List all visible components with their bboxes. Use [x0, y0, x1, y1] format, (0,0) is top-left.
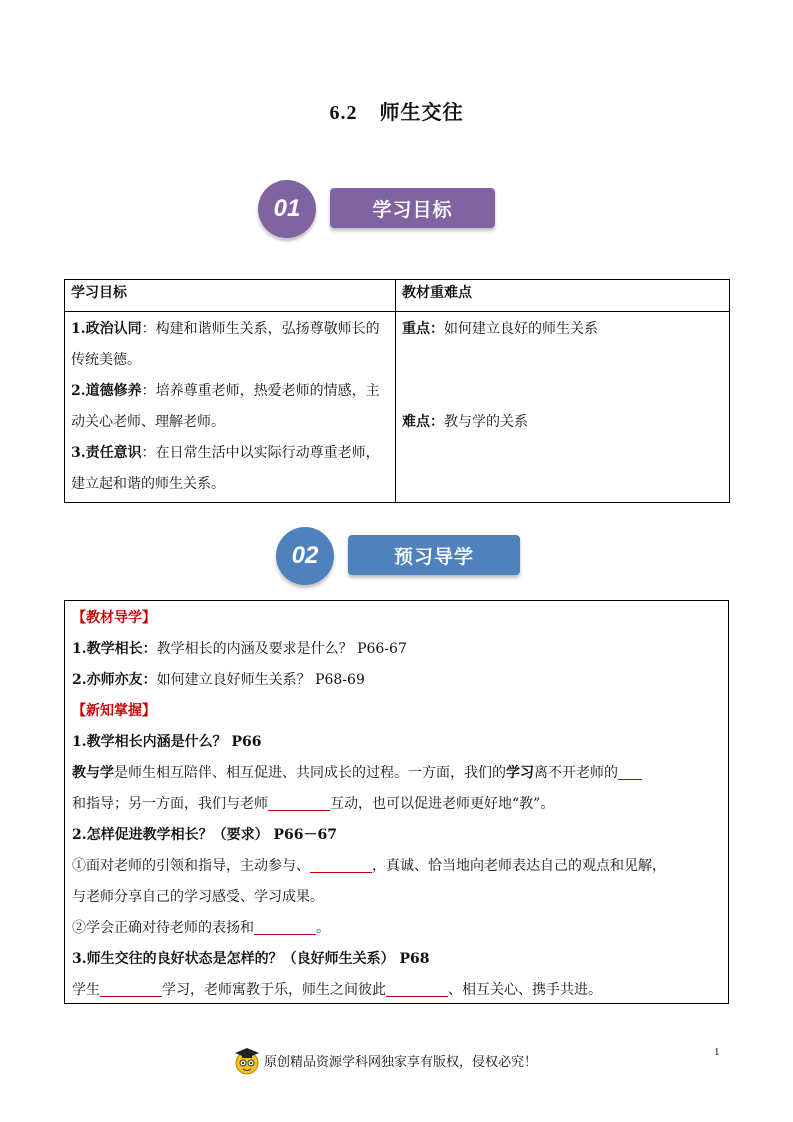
footer: [232, 1044, 537, 1076]
fill-blank-paragraph: ①面对老师的引领和指导，主动参与、 ，真诚、恰当地向老师表达自己的观点和见解，: [72, 858, 666, 874]
title-text: 师生交往: [379, 100, 464, 124]
answer-blank[interactable]: [254, 920, 316, 935]
fill-blank-paragraph: ②学会正确对待老师的表扬和 。: [72, 920, 330, 936]
goal-item: 3.责任意识：在日常生活中以实际行动尊重老师，建立起和谐的师生关系。: [71, 445, 380, 492]
question-heading: 1.教学相长内涵是什么？ P66: [72, 734, 262, 750]
guide-question: 2.亦师亦友：如何建立良好师生关系？ P68-69: [72, 672, 365, 688]
section-tag: 【新知掌握】: [72, 703, 156, 719]
question-heading: 2.怎样促进教学相长？（要求） P66－67: [72, 827, 337, 843]
answer-blank[interactable]: [310, 858, 372, 873]
goal-item: 2.道德修养：培养尊重老师，热爱老师的情感，主动关心老师、理解老师。: [71, 383, 380, 430]
page-number: 1: [714, 1046, 720, 1058]
key-point: 重点：如何建立良好的师生关系: [402, 321, 598, 337]
answer-blank[interactable]: [268, 796, 330, 811]
section-number-badge: 01: [258, 180, 316, 238]
section-tag: 【教材导学】: [72, 610, 156, 626]
section-header-goals: [258, 180, 498, 244]
section-title: 预习导学: [348, 535, 520, 575]
section-number-badge: 02: [276, 527, 334, 585]
fill-blank-paragraph: 教与学是师生相互陪伴、相互促进、共同成长的过程。一方面，我们的学习离不开老师的: [72, 758, 721, 789]
answer-blank[interactable]: [618, 765, 642, 780]
fill-blank-paragraph: 和指导；另一方面，我们与老师 互动，也可以促进老师更好地“教”。: [72, 796, 555, 812]
answer-blank[interactable]: [100, 982, 162, 997]
section-header-preview: [276, 527, 526, 591]
mascot-icon: [232, 1045, 262, 1075]
guide-question: 1.教学相长：教学相长的内涵及要求是什么？ P66-67: [72, 641, 407, 657]
key-points-cell: [396, 312, 730, 503]
title-number: 6.2: [329, 102, 358, 124]
table-header: 教材重难点: [396, 280, 730, 312]
goals-table: [64, 279, 730, 503]
paragraph-line: 与老师分享自己的学习感受、学习成果。: [72, 889, 324, 905]
footer-text: 原创精品资源学科网独家享有版权，侵权必究！: [264, 1054, 538, 1070]
difficulty-point: 难点：教与学的关系: [402, 414, 528, 430]
goals-cell: [65, 312, 396, 503]
goal-item: 1.政治认同：构建和谐师生关系，弘扬尊敬师长的传统美德。: [71, 321, 380, 368]
page-title: [0, 96, 793, 125]
preview-guide-box: [64, 600, 729, 1004]
question-heading: 3.师生交往的良好状态是怎样的？（良好师生关系） P68: [72, 951, 430, 967]
section-title: 学习目标: [330, 188, 495, 228]
answer-blank[interactable]: [386, 982, 448, 997]
table-header: 学习目标: [65, 280, 396, 312]
fill-blank-paragraph: 学生 学习，老师寓教于乐，师生之间彼此 、相互关心、携手共进。: [72, 982, 602, 998]
